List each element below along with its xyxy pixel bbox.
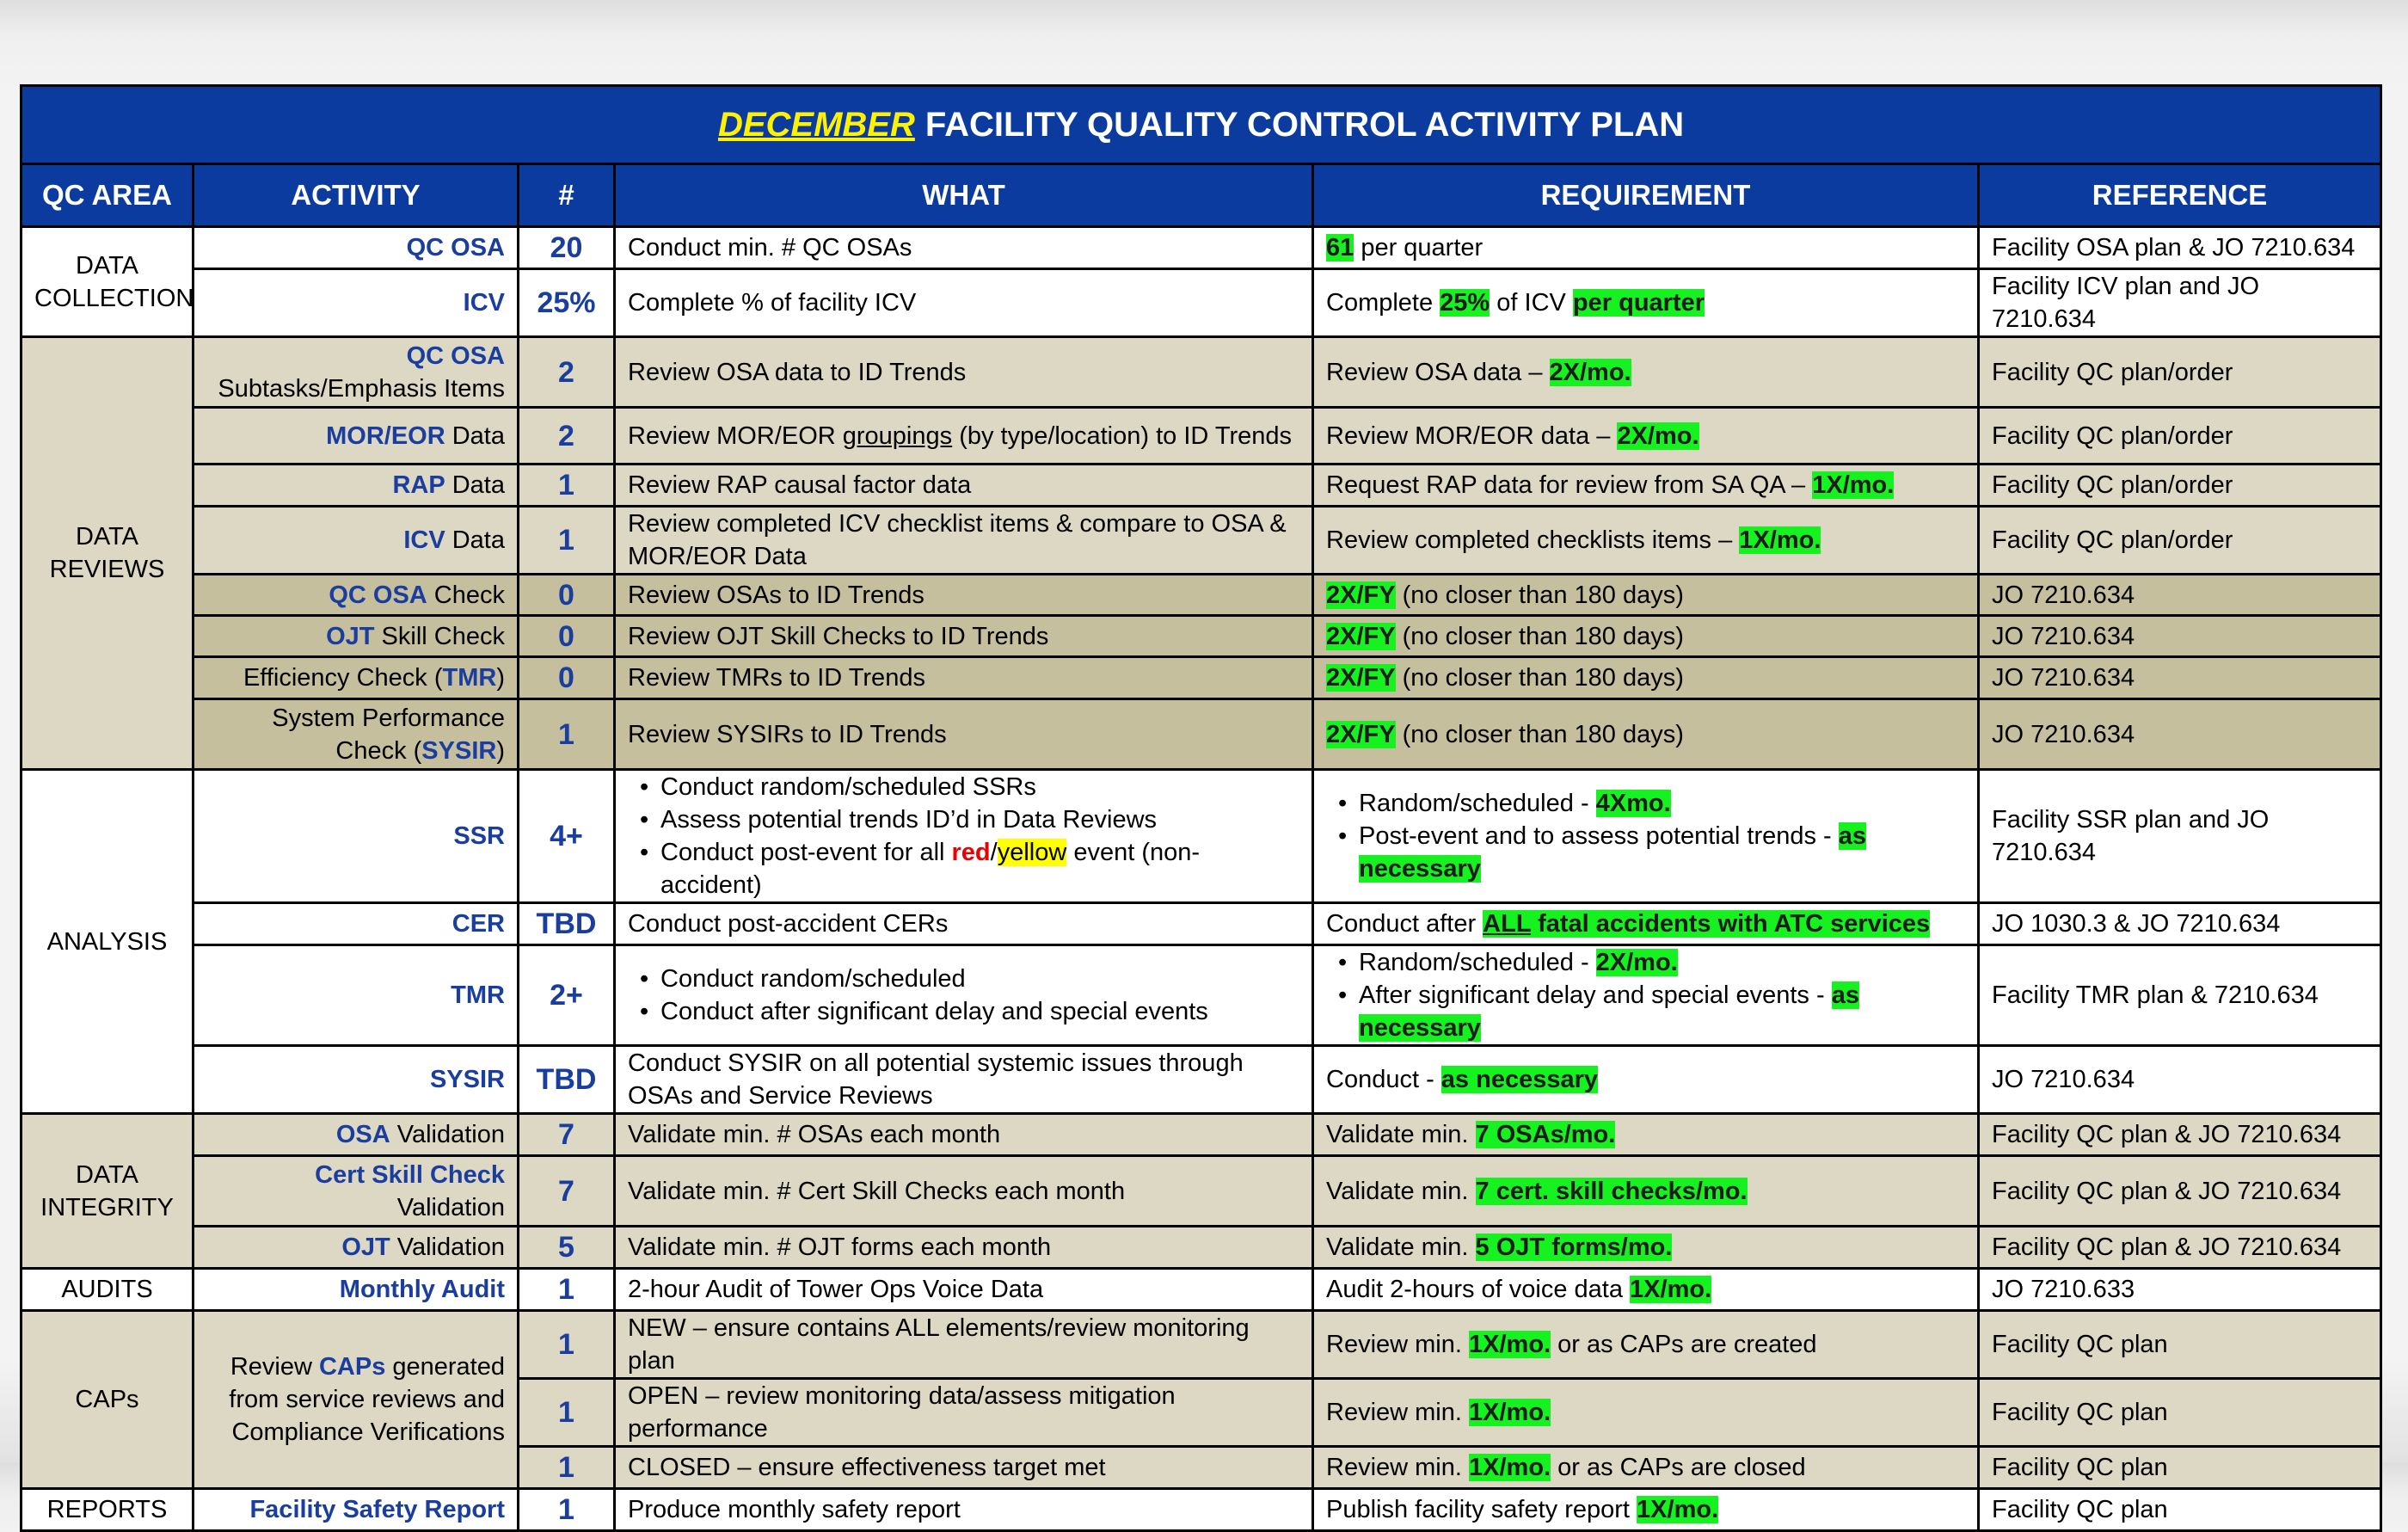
requirement-text: Validate min. <box>1326 1177 1476 1205</box>
what-text: Complete % of facility ICV <box>615 269 1313 337</box>
activity-cell <box>194 699 519 770</box>
list-item <box>1359 820 1965 885</box>
activity-label-rest: Skill Check <box>374 622 505 650</box>
activity-label-rest: Validation <box>390 1234 505 1261</box>
what-text: Validate min. # Cert Skill Checks each month <box>615 1156 1313 1227</box>
what-text: Review OSAs to ID Trends <box>615 575 1313 616</box>
reference-text: Facility SSR plan and JO 7210.634 <box>1979 770 2381 903</box>
count-value: 7 <box>519 1114 615 1156</box>
requirement-highlight: as necessary <box>1440 1066 1599 1093</box>
table-row <box>22 1311 2381 1379</box>
count-value: TBD <box>519 1046 615 1114</box>
what-text: Review TMRs to ID Trends <box>615 657 1313 699</box>
activity-label-rest: Validation <box>390 1121 505 1148</box>
requirement-cell <box>1313 903 1979 945</box>
count-value: 7 <box>519 1156 615 1227</box>
count-value: 2 <box>519 337 615 408</box>
count-value: 1 <box>519 1269 615 1311</box>
count-value: 2 <box>519 408 615 465</box>
count-value: 1 <box>519 1311 615 1379</box>
what-text: 2-hour Audit of Tower Ops Voice Data <box>615 1269 1313 1311</box>
group-data-collection: DATA COLLECTION <box>22 227 194 337</box>
requirement-highlight: 61 <box>1326 234 1354 261</box>
count-value: 20 <box>519 227 615 269</box>
count-value: 1 <box>519 1489 615 1531</box>
table-row <box>22 575 2381 616</box>
reference-text: JO 1030.3 & JO 7210.634 <box>1979 903 2381 945</box>
requirement-cell <box>1313 269 1979 337</box>
requirement-text: Random/scheduled - <box>1359 949 1596 976</box>
reference-text: Facility TMR plan & 7210.634 <box>1979 945 2381 1046</box>
requirement-cell <box>1313 1447 1979 1489</box>
requirement-bullet-list <box>1326 787 1965 885</box>
requirement-text: Publish facility safety report <box>1326 1496 1637 1523</box>
requirement-highlight: 2X/mo. <box>1617 421 1699 450</box>
requirement-cell <box>1313 945 1979 1046</box>
count-value: 1 <box>519 699 615 770</box>
reference-text: Facility QC plan/order <box>1979 337 2381 408</box>
requirement-cell <box>1313 1269 1979 1311</box>
activity-label: Monthly Audit <box>339 1276 505 1303</box>
activity-label: OSA <box>335 1121 390 1148</box>
reference-text: Facility ICV plan and JO 7210.634 <box>1979 269 2381 337</box>
reference-text: JO 7210.634 <box>1979 699 2381 770</box>
reference-text: Facility QC plan <box>1979 1379 2381 1447</box>
requirement-highlight: 7 cert. skill checks/mo. <box>1475 1177 1748 1205</box>
requirement-cell <box>1313 1489 1979 1531</box>
requirement-highlight: 1X/mo. <box>1739 526 1821 554</box>
group-data-reviews: DATA REVIEWS <box>22 337 194 770</box>
requirement-text: or as CAPs are created <box>1551 1331 1817 1358</box>
requirement-highlight: 1X/mo. <box>1469 1454 1551 1481</box>
requirement-highlight: 2X/mo. <box>1595 949 1678 976</box>
what-text: Review MOR/EOR <box>628 421 843 450</box>
reference-text: Facility QC plan/order <box>1979 408 2381 465</box>
requirement-cell <box>1313 227 1979 269</box>
requirement-text: Review MOR/EOR data – <box>1326 421 1618 450</box>
count-value: 1 <box>519 1447 615 1489</box>
activity-label-rest: Validation <box>396 1193 505 1221</box>
activity-label: SYSIR <box>429 1066 505 1093</box>
requirement-cell <box>1313 616 1979 657</box>
table-row <box>22 1114 2381 1156</box>
requirement-highlight: 1X/mo. <box>1812 471 1895 499</box>
list-item: • Conduct after significant delay and special events <box>660 995 1299 1028</box>
page-title <box>22 86 2381 164</box>
list-item <box>660 836 1299 901</box>
activity-cell <box>194 465 519 507</box>
reference-text: JO 7210.634 <box>1979 575 2381 616</box>
count-value: 5 <box>519 1227 615 1269</box>
count-value: 1 <box>519 1379 615 1447</box>
requirement-text: Post-event and to assess potential trends - <box>1359 822 1839 850</box>
what-text: Review OJT Skill Checks to ID Trends <box>615 616 1313 657</box>
activity-label-rest: Efficiency Check ( <box>243 664 443 692</box>
count-value: 2+ <box>519 945 615 1046</box>
activity-cell <box>194 575 519 616</box>
reference-text: Facility QC plan/order <box>1979 465 2381 507</box>
requirement-highlight: 5 OJT forms/mo. <box>1475 1234 1673 1261</box>
what-bullet-list <box>628 963 1299 1028</box>
activity-label: OJT <box>326 622 375 650</box>
activity-label-rest: ) <box>496 736 505 765</box>
table-row <box>22 337 2381 408</box>
what-text: Review OSA data to ID Trends <box>615 337 1313 408</box>
requirement-highlight <box>1483 910 1930 938</box>
reference-text: Facility QC plan <box>1979 1447 2381 1489</box>
list-item <box>1359 946 1965 979</box>
requirement-text: Review completed checklists items – <box>1326 526 1740 554</box>
activity-label: ICV <box>403 526 445 554</box>
requirement-cell <box>1313 465 1979 507</box>
table-row <box>22 1269 2381 1311</box>
activity-label-rest: System Performance Check ( <box>272 704 505 765</box>
requirement-text: Validate min. <box>1326 1234 1476 1261</box>
requirement-text: Audit 2-hours of voice data <box>1326 1276 1631 1303</box>
reference-text: Facility QC plan & JO 7210.634 <box>1979 1156 2381 1227</box>
table-row <box>22 770 2381 903</box>
what-text: Review SYSIRs to ID Trends <box>615 699 1313 770</box>
requirement-cell <box>1313 699 1979 770</box>
header-qc-area: QC AREA <box>22 164 194 227</box>
what-cell <box>615 770 1313 903</box>
activity-label: QC OSA <box>406 234 505 261</box>
requirement-highlight: 1X/mo. <box>1469 1331 1551 1358</box>
requirement-bullet-list <box>1326 946 1965 1044</box>
what-cell <box>615 945 1313 1046</box>
activity-label: SYSIR <box>421 736 497 765</box>
list-item: • Conduct random/scheduled <box>660 963 1299 995</box>
what-bullet-list <box>628 771 1299 901</box>
requirement-cell <box>1313 1114 1979 1156</box>
activity-label: CER <box>452 910 505 938</box>
activity-label: Facility Safety Report <box>249 1496 505 1523</box>
table-row <box>22 945 2381 1046</box>
requirement-text: of ICV <box>1490 289 1573 317</box>
requirement-text: Conduct after <box>1326 910 1484 938</box>
requirement-text: (no closer than 180 days) <box>1395 581 1684 609</box>
activity-label: MOR/EOR <box>326 421 445 450</box>
header-number: # <box>519 164 615 227</box>
table-row <box>22 1156 2381 1227</box>
activity-label: QC OSA <box>406 341 505 370</box>
requirement-cell <box>1313 337 1979 408</box>
activity-label-rest: generated from service reviews and Compliance Verifications <box>229 1353 505 1446</box>
activity-cell <box>194 408 519 465</box>
requirement-text: or as CAPs are closed <box>1551 1454 1806 1481</box>
requirement-text: Random/scheduled - <box>1359 790 1596 817</box>
table-row <box>22 903 2381 945</box>
group-analysis: ANALYSIS <box>22 770 194 1114</box>
reference-text: Facility QC plan & JO 7210.634 <box>1979 1114 2381 1156</box>
count-value: TBD <box>519 903 615 945</box>
count-value: 1 <box>519 507 615 575</box>
requirement-highlight: 1X/mo. <box>1630 1276 1712 1303</box>
requirement-text: (no closer than 180 days) <box>1395 664 1684 692</box>
requirement-highlight: as necessary <box>1359 981 1859 1042</box>
table-row <box>22 408 2381 465</box>
what-text: event (non-accident) <box>660 839 1201 899</box>
what-text: Validate min. # OJT forms each month <box>615 1227 1313 1269</box>
requirement-text: per quarter <box>1354 234 1484 261</box>
what-text: Conduct SYSIR on all potential systemic issues through OSAs and Service Reviews <box>615 1046 1313 1114</box>
activity-label: OJT <box>341 1234 390 1261</box>
requirement-highlight: 1X/mo. <box>1637 1496 1719 1523</box>
activity-label: ICV <box>463 289 505 317</box>
requirement-highlight: as necessary <box>1359 822 1867 883</box>
requirement-text: Review OSA data – <box>1326 358 1550 386</box>
activity-cell <box>194 507 519 575</box>
activity-label: SSR <box>453 822 505 850</box>
table-row <box>22 465 2381 507</box>
red-label: red <box>951 839 991 866</box>
slash: / <box>990 839 998 866</box>
activity-cell <box>194 657 519 699</box>
activity-cell <box>194 1114 519 1156</box>
requirement-text: Request RAP data for review from SA QA – <box>1326 471 1813 499</box>
activity-label: TMR <box>451 981 505 1009</box>
group-audits: AUDITS <box>22 1269 194 1311</box>
what-text: Conduct post-accident CERs <box>615 903 1313 945</box>
requirement-cell <box>1313 408 1979 465</box>
title-text: FACILITY QUALITY CONTROL ACTIVITY PLAN <box>924 106 1685 144</box>
requirement-text: (no closer than 180 days) <box>1395 622 1684 650</box>
table-row <box>22 699 2381 770</box>
header-requirement: REQUIREMENT <box>1313 164 1979 227</box>
requirement-highlight: 2X/mo. <box>1549 358 1631 386</box>
requirement-highlight: per quarter <box>1572 289 1705 317</box>
what-text: Review completed ICV checklist items & compare to OSA & MOR/EOR Data <box>615 507 1313 575</box>
header-activity: ACTIVITY <box>194 164 519 227</box>
requirement-underlined: ALL <box>1483 910 1532 938</box>
requirement-text: Review min. <box>1326 1454 1469 1481</box>
count-value: 0 <box>519 575 615 616</box>
title-month: DECEMBER <box>717 106 915 144</box>
activity-label: TMR <box>442 664 497 692</box>
reference-text: Facility OSA plan & JO 7210.634 <box>1979 227 2381 269</box>
title-row <box>22 86 2381 164</box>
activity-label: RAP <box>392 471 445 499</box>
what-text: Validate min. # OSAs each month <box>615 1114 1313 1156</box>
table-row <box>22 657 2381 699</box>
reference-text: JO 7210.634 <box>1979 616 2381 657</box>
activity-label: Cert Skill Check <box>315 1160 505 1189</box>
requirement-cell <box>1313 657 1979 699</box>
list-item: • Conduct random/scheduled SSRs <box>660 771 1299 803</box>
activity-label-rest: Data <box>445 471 505 499</box>
table-row <box>22 1046 2381 1114</box>
what-text: (by type/location) to ID Trends <box>952 421 1293 450</box>
requirement-cell <box>1313 1156 1979 1227</box>
what-cell <box>615 408 1313 465</box>
requirement-text: Review min. <box>1326 1399 1469 1426</box>
what-text: Produce monthly safety report <box>615 1489 1313 1531</box>
what-text: Conduct min. # QC OSAs <box>615 227 1313 269</box>
activity-label-rest: ) <box>496 664 505 692</box>
requirement-highlight: 2X/FY <box>1326 720 1396 748</box>
requirement-highlight: 2X/FY <box>1326 664 1396 692</box>
activity-label-rest: Check <box>427 581 505 609</box>
requirement-text: After significant delay and special events - <box>1359 981 1832 1009</box>
count-value: 4+ <box>519 770 615 903</box>
header-row <box>22 164 2381 227</box>
requirement-cell <box>1313 770 1979 903</box>
list-item <box>1359 979 1965 1044</box>
reference-text: JO 7210.634 <box>1979 1046 2381 1114</box>
requirement-text: Conduct - <box>1326 1066 1441 1093</box>
table-row <box>22 1227 2381 1269</box>
activity-label-rest: Subtasks/Emphasis Items <box>218 374 505 403</box>
requirement-cell <box>1313 1046 1979 1114</box>
requirement-text: (no closer than 180 days) <box>1395 720 1684 748</box>
requirement-highlight: 25% <box>1440 289 1490 317</box>
reference-text: JO 7210.633 <box>1979 1269 2381 1311</box>
group-reports: REPORTS <box>22 1489 194 1531</box>
activity-cell <box>194 616 519 657</box>
requirement-highlight-text: fatal accidents with ATC services <box>1531 910 1931 938</box>
requirement-highlight: 1X/mo. <box>1469 1399 1551 1426</box>
requirement-highlight: 2X/FY <box>1326 581 1396 609</box>
what-underlined: groupings <box>842 421 953 450</box>
qc-activity-plan-sheet <box>20 84 2380 1532</box>
reference-text: Facility QC plan <box>1979 1489 2381 1531</box>
activity-label-rest: Data <box>445 526 505 554</box>
yellow-label: yellow <box>997 839 1067 866</box>
what-text: Conduct post-event for all <box>660 839 952 866</box>
table-row <box>22 616 2381 657</box>
what-text: CLOSED – ensure effectiveness target met <box>615 1447 1313 1489</box>
requirement-text: Complete <box>1326 289 1440 317</box>
count-value: 1 <box>519 465 615 507</box>
count-value: 0 <box>519 616 615 657</box>
qc-activity-table <box>20 84 2382 1532</box>
requirement-highlight: 4Xmo. <box>1595 790 1671 817</box>
table-row <box>22 507 2381 575</box>
list-item <box>1359 787 1965 820</box>
reference-text: Facility QC plan & JO 7210.634 <box>1979 1227 2381 1269</box>
requirement-cell <box>1313 575 1979 616</box>
activity-cell <box>194 337 519 408</box>
activity-label: QC OSA <box>329 581 427 609</box>
requirement-cell <box>1313 507 1979 575</box>
table-row <box>22 227 2381 269</box>
requirement-highlight: 2X/FY <box>1326 622 1396 650</box>
requirement-highlight: 7 OSAs/mo. <box>1475 1121 1616 1148</box>
activity-cell <box>194 1156 519 1227</box>
what-text: OPEN – review monitoring data/assess mitigation performance <box>615 1379 1313 1447</box>
activity-label: CAPs <box>318 1353 386 1381</box>
what-text: NEW – ensure contains ALL elements/review monitoring plan <box>615 1311 1313 1379</box>
requirement-text: Validate min. <box>1326 1121 1476 1148</box>
activity-label-rest: Data <box>445 421 505 450</box>
group-data-integrity: DATA INTEGRITY <box>22 1114 194 1269</box>
header-reference: REFERENCE <box>1979 164 2381 227</box>
activity-cell <box>194 1311 519 1489</box>
reference-text: Facility QC plan <box>1979 1311 2381 1379</box>
table-row <box>22 269 2381 337</box>
count-value: 25% <box>519 269 615 337</box>
reference-text: Facility QC plan/order <box>1979 507 2381 575</box>
group-caps: CAPs <box>22 1311 194 1489</box>
requirement-cell <box>1313 1379 1979 1447</box>
reference-text: JO 7210.634 <box>1979 657 2381 699</box>
requirement-text: Review min. <box>1326 1331 1469 1358</box>
requirement-cell <box>1313 1311 1979 1379</box>
activity-label-rest: Review <box>230 1353 319 1381</box>
table-row <box>22 1489 2381 1531</box>
what-text: Review RAP causal factor data <box>615 465 1313 507</box>
count-value: 0 <box>519 657 615 699</box>
header-what: WHAT <box>615 164 1313 227</box>
list-item: • Assess potential trends ID’d in Data Reviews <box>660 803 1299 836</box>
activity-cell <box>194 1227 519 1269</box>
requirement-cell <box>1313 1227 1979 1269</box>
